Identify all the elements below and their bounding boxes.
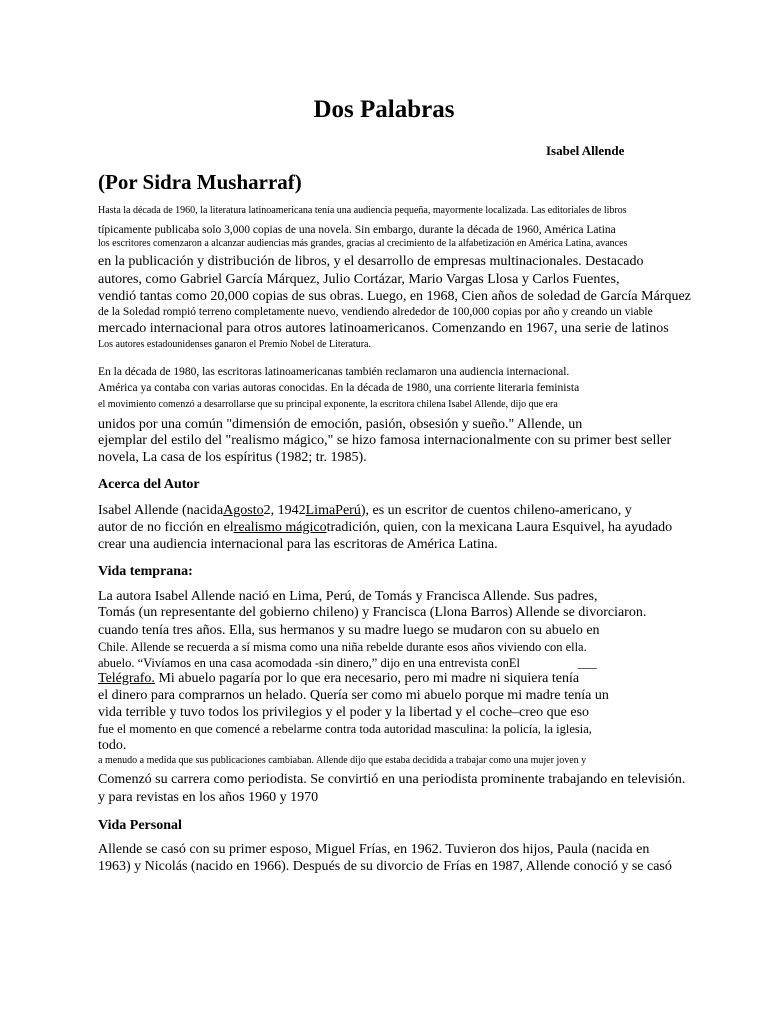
decade-line-5: ejemplar del estilo del "realismo mágico," se hizo famosa internacionalmente con su primer best seller xyxy=(98,433,672,448)
early-life-heading: Vida temprana: xyxy=(98,564,193,579)
intro-line-1: Hasta la década de 1960, la literatura latinoamericana tenía una audiencia pequeña, mayormente localizada. Las editoriales de libros xyxy=(98,205,627,216)
author-name: Isabel Allende xyxy=(546,143,625,158)
about-heading: Acerca del Autor xyxy=(98,477,200,492)
intro-line-7: de la Soledad rompió terreno completamente nuevo, vendiendo alrededor de 100,000 copias por año y creando un viable xyxy=(98,306,653,318)
about-text-1a: Isabel Allende (nacida xyxy=(98,503,224,518)
personal-line-1: Allende se casó con su primer esposo, Miguel Frías, en 1962. Tuvieron dos hijos, Paula (nacida en xyxy=(98,842,650,857)
intro-line-4: en la publicación y distribución de libros, y el desarrollo de empresas multinacionales. Destacado xyxy=(98,254,644,269)
document-title: Dos Palabras xyxy=(313,96,455,123)
early-text-6: Mi abuelo pagaría por lo que era necesario, pero mi madre ni siquiera tenía xyxy=(154,671,580,686)
link-peru[interactable]: Perú xyxy=(335,503,361,518)
early-line-12: Comenzó su carrera como periodista. Se convirtió en una periodista prominente trabajando en televisión. xyxy=(98,772,686,787)
early-line-7: el dinero para comprarnos un helado. Quería ser como mi abuelo porque mi madre tenía un xyxy=(98,688,609,703)
link-realismo-magico[interactable]: realismo mágico xyxy=(233,520,327,535)
early-line-1: La autora Isabel Allende nació en Lima, Perú, de Tomás y Francisca Allende. Sus padres, xyxy=(98,589,598,604)
early-line-9: fue el momento en que comencé a rebelarme contra toda autoridad masculina: la policía, la iglesia, xyxy=(98,722,592,736)
decade-line-2: América ya contaba con varias autoras conocidas. En la década de 1980, una corriente literaria feminista xyxy=(98,382,580,394)
intro-line-6: vendió tantas como 20,000 copias de sus obras. Luego, en 1968, Cien años de soledad de García Márquez xyxy=(98,289,691,304)
about-text-2a: autor de no ficción en el xyxy=(98,520,234,535)
early-line-10: todo. xyxy=(98,738,127,753)
intro-line-3: los escritores comenzaron a alcanzar audiencias más grandes, gracias al crecimiento de la alfabetización en América Latina, avances xyxy=(98,238,628,249)
link-agosto[interactable]: Agosto xyxy=(223,503,264,518)
about-line-3: crear una audiencia internacional para las escritoras de América Latina. xyxy=(98,537,498,552)
decade-line-4: unidos por una común "dimensión de emoción, pasión, obsesión y sueño." Allende, un xyxy=(98,417,583,432)
early-line-4: Chile. Allende se recuerda a sí misma como una niña rebelde durante esos años viviendo con ella. xyxy=(98,640,587,654)
decade-line-1: En la década de 1980, las escritoras latinoamericanas también reclamaron una audiencia internacional. xyxy=(98,366,570,378)
early-text-5-el: El xyxy=(508,656,521,670)
early-line-2: Tomás (un representante del gobierno chileno) y Francisca (Llona Barros) Allende se divorciaron. xyxy=(98,605,647,620)
early-line-5 xyxy=(98,657,597,670)
personal-life-heading: Vida Personal xyxy=(98,818,182,833)
link-lima[interactable]: Lima xyxy=(305,503,336,518)
about-text-2b: tradición, quien, con la mexicana Laura Esquivel, ha ayudado xyxy=(326,520,673,535)
early-line-6 xyxy=(98,672,579,687)
about-text-1b: 2, 1942 xyxy=(263,503,306,518)
about-line-1 xyxy=(98,504,632,519)
intro-line-8: mercado internacional para otros autores latinoamericanos. Comenzando en 1967, una serie de latinos xyxy=(98,321,669,336)
early-line-11: a menudo a medida que sus publicaciones cambiaban. Allende dijo que estaba decidida a trabajar como una mujer joven y xyxy=(98,755,587,766)
intro-line-2: típicamente publicaba solo 3,000 copias de una novela. Sin embargo, durante la década de 1960, América Latina xyxy=(98,224,616,236)
intro-line-9: Los autores estadounidenses ganaron el Premio Nobel de Literatura. xyxy=(98,339,371,350)
blank-line: ___ xyxy=(578,656,597,670)
intro-line-5: autores, como Gabriel García Márquez, Julio Cortázar, Mario Vargas Llosa y Carlos Fuentes, xyxy=(98,272,620,287)
personal-line-2: 1963) y Nicolás (nacido en 1966). Después de su divorcio de Frías en 1987, Allende conoció y se casó xyxy=(98,859,672,874)
early-line-8: vida terrible y tuvo todos los privilegios y el poder y la libertad y el coche–creo que eso xyxy=(98,705,590,720)
link-telegrafo[interactable]: Telégrafo. xyxy=(98,671,155,686)
byline: (Por Sidra Musharraf) xyxy=(98,170,302,194)
decade-line-3: el movimiento comenzó a desarrollarse que su principal exponente, la escritora chilena Isabel Allende, dijo que era xyxy=(98,399,558,410)
early-text-5: abuelo. “Vivíamos en una casa acomodada -sin dinero,” dijo en una entrevista con xyxy=(98,656,509,670)
early-line-13: y para revistas en los años 1960 y 1970 xyxy=(98,790,319,805)
decade-line-6: novela, La casa de los espíritus (1982; tr. 1985). xyxy=(98,450,367,465)
about-text-1c: ), es un escritor de cuentos chileno-americano, y xyxy=(360,503,632,518)
early-line-3: cuando tenía tres años. Ella, sus hermanos y su madre luego se mudaron con su abuelo en xyxy=(98,623,600,638)
about-line-2 xyxy=(98,521,672,536)
